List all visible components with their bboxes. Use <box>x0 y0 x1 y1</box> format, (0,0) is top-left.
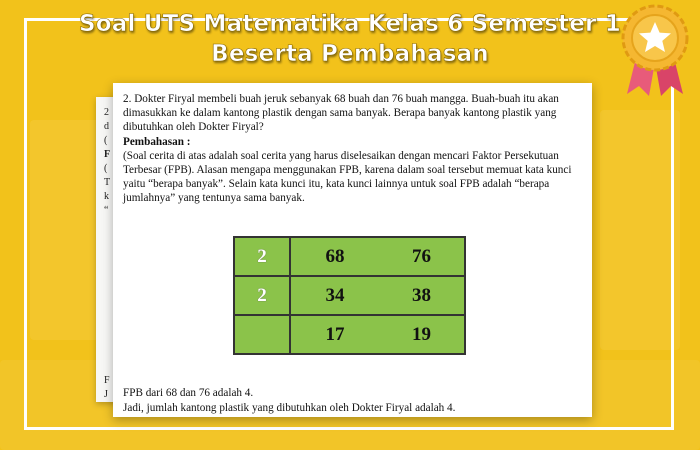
table-cell: 76 <box>412 245 431 267</box>
conclusion <box>123 386 585 415</box>
table-cell: 34 <box>325 284 345 306</box>
back-page-mark: 2 <box>104 107 109 118</box>
result-line: FPB dari 68 dan 76 adalah 4. <box>123 387 254 399</box>
explanation-text: (Soal cerita di atas adalah soal cerita yang harus diselesaikan dengan mencari Faktor Persekutuan Terbesar (FPB). Alasan mengapa menggunakan FPB, karena dalam soal tersebut memuat kata kunci yaitu “berapa banyak”. Selain kata kunci itu, kata kunci lainnya untuk soal FPB adalah “berapa jumlahnya” yang tentunya sama banyak. <box>123 149 572 205</box>
table-divisor <box>235 316 289 353</box>
table-divisor: 2 <box>257 284 267 306</box>
back-page-mark: d <box>104 121 109 132</box>
table-divisor: 2 <box>257 245 267 267</box>
table-cell: 38 <box>412 284 431 306</box>
back-page-mark: F <box>104 375 110 386</box>
document-body <box>123 92 585 206</box>
back-page-mark: “ <box>104 205 109 216</box>
back-page-mark: T <box>104 177 111 188</box>
page-title-line-2: Beserta Pembahasan <box>211 41 489 67</box>
table-cell: 17 <box>325 323 345 345</box>
back-page-mark: J <box>104 389 108 400</box>
division-table <box>233 236 466 355</box>
back-page-mark: k <box>104 191 109 202</box>
page-title-line-1: Soal UTS Matematika Kelas 6 Semester 1 <box>78 11 621 37</box>
back-page-mark: ( <box>104 163 108 174</box>
award-badge <box>615 2 695 98</box>
back-page-mark: ( <box>104 135 108 146</box>
back-page-mark: F <box>104 149 111 160</box>
solution-heading: Pembahasan : <box>123 135 191 148</box>
answer-line: Jadi, jumlah kantong plastik yang dibutuhkan oleh Dokter Firyal adalah 4. <box>123 401 456 414</box>
question-text: 2. Dokter Firyal membeli buah jeruk sebanyak 68 buah dan 76 buah mangga. Buah-buah itu akan dimasukkan ke dalam kantong plastik dengan sama banyak. Berapa banyak kantong plastik yang dibutuhkan oleh Dokter Firyal? <box>123 93 559 134</box>
table-cell: 19 <box>412 323 431 345</box>
document-page <box>113 83 592 417</box>
table-cell: 68 <box>325 245 345 267</box>
